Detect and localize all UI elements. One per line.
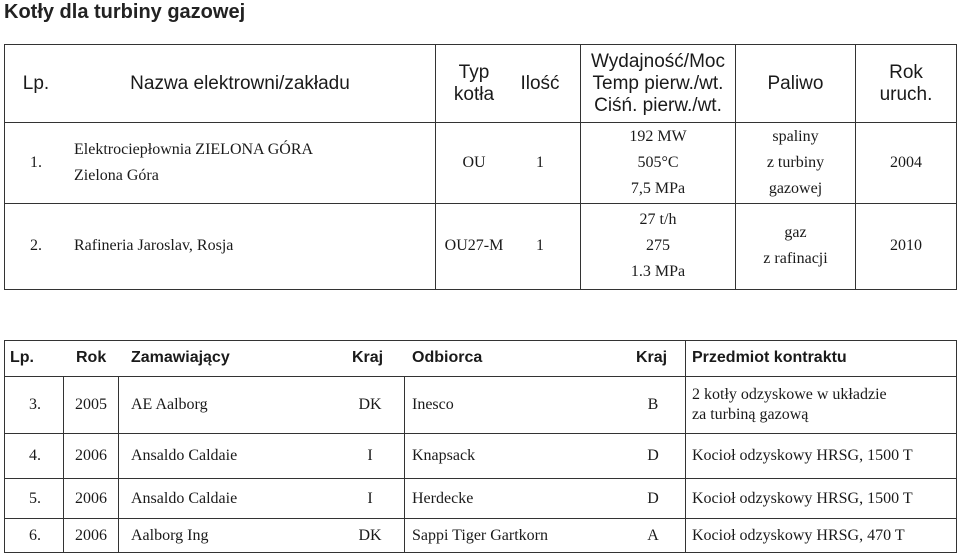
- t2-row3-year: 2005: [75, 396, 107, 413]
- t2-row6-country2: A: [647, 526, 659, 544]
- t2-row5-subject: Kocioł odzyskowy HRSG, 1500 T: [692, 489, 913, 507]
- t2-row6-recipient: Sappi Tiger Gartkorn: [412, 526, 548, 544]
- t2-row3-country1: DK: [358, 396, 382, 413]
- t2-header-year: Rok: [76, 349, 107, 366]
- t2-row4-recipient: Knapsack: [412, 447, 476, 464]
- header-quantity: Ilość: [520, 73, 560, 94]
- row1-performance: 192 MW 505°C 7,5 MPa: [629, 128, 687, 197]
- row1-fuel: spaliny z turbiny gazowej: [766, 128, 825, 197]
- header-boiler-type: Typ kotła: [453, 62, 495, 105]
- t2-row5-recipient: Herdecke: [412, 489, 474, 507]
- t2-header-recipient: Odbiorca: [412, 349, 483, 366]
- t2-row5-year: 2006: [75, 489, 107, 507]
- row2-plant-name: Rafineria Jaroslav, Rosja: [74, 237, 234, 254]
- t2-row3-subject: 2 kotły odzyskowe w układzie za turbiną gazową: [692, 386, 887, 423]
- t2-row3-country2: B: [647, 396, 659, 413]
- t2-row3-client: AE Aalborg: [131, 396, 208, 413]
- t2-header-client: Zamawiający: [131, 349, 230, 366]
- header-performance: Wydajność/Moc Temp pierw./wt. Ciśń. pierw./wt.: [591, 51, 725, 116]
- t2-row6-subject: Kocioł odzyskowy HRSG, 470 T: [692, 526, 905, 544]
- row1-qty: 1: [536, 154, 544, 171]
- t2-row6-country1: DK: [358, 526, 382, 544]
- page-title: Kotły dla turbiny gazowej: [4, 1, 246, 23]
- t2-row6-client: Aalborg Ing: [131, 526, 209, 544]
- header-lp: Lp.: [22, 73, 50, 94]
- row1-plant-name: Elektrociepłownia ZIELONA GÓRA Zielona Góra: [74, 141, 314, 184]
- t2-row3-recipient: Inesco: [412, 396, 454, 413]
- t2-row4-client: Ansaldo Caldaie: [131, 447, 238, 464]
- t2-row5-client: Ansaldo Caldaie: [131, 489, 238, 507]
- t2-row6-year: 2006: [75, 526, 107, 544]
- t2-row5-lp: 5.: [29, 489, 41, 507]
- t2-row4-year: 2006: [75, 447, 107, 464]
- row2-fuel: gaz z rafinacji: [763, 224, 828, 267]
- t2-row5-country2: D: [647, 489, 659, 507]
- t2-row4-lp: 4.: [29, 447, 41, 464]
- t2-row4-country2: D: [647, 447, 659, 464]
- row1-year: 2004: [890, 154, 922, 171]
- t2-row4-subject: Kocioł odzyskowy HRSG, 1500 T: [692, 447, 913, 464]
- header-start-year: Rok uruch.: [879, 62, 933, 105]
- row2-type: OU27-M: [444, 237, 504, 254]
- row2-qty: 1: [536, 237, 544, 254]
- row1-lp: 1.: [30, 154, 42, 171]
- row2-lp: 2.: [30, 237, 42, 254]
- row2-year: 2010: [890, 237, 922, 254]
- t2-row3-lp: 3.: [29, 396, 41, 413]
- t2-header-country1: Kraj: [352, 349, 384, 366]
- t2-row6-lp: 6.: [29, 526, 41, 544]
- t2-header-subject: Przedmiot kontraktu: [692, 349, 847, 366]
- t2-row4-country1: I: [367, 447, 373, 464]
- t2-row5-country1: I: [367, 489, 373, 507]
- row2-performance: 27 t/h 275 1.3 MPa: [630, 211, 686, 280]
- row1-type: OU: [462, 154, 486, 171]
- header-plant-name: Nazwa elektrowni/zakładu: [130, 73, 350, 94]
- t2-header-lp: Lp.: [10, 349, 34, 366]
- t2-header-country2: Kraj: [636, 349, 668, 366]
- header-fuel: Paliwo: [767, 73, 824, 94]
